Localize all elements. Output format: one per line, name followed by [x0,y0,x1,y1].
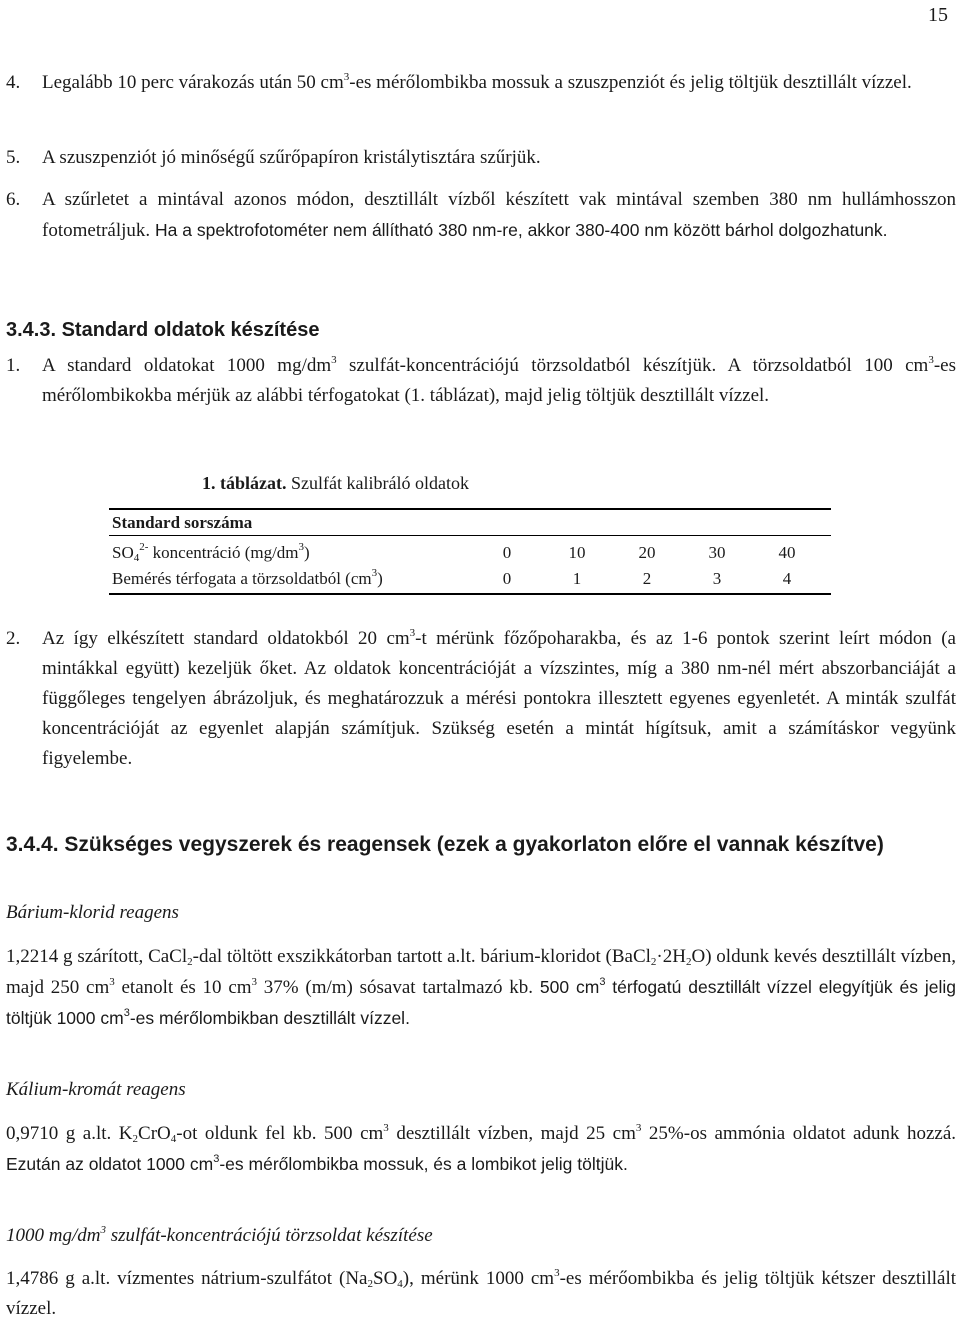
reagent-paragraph-barium-chloride: 1,2214 g szárított, CaCl$_2$-dal töltött exszikkátorban tartott a.lt. bárium-kloridot $(BaCl_2\cdot 2H_2O)$ oldunk kevés desztillált vízben, majd 250 $cm^3$ etanolt és 10 $cm^3$ 37% (m/m) sósavat tartalmazó kb. 500 $cm^3$ térfogatú desztillált vízzel elegyítjük és jelig töltjük 1000 $cm^3-es$ mérőlombikban desztillált vízzel. [6,946,957,1028]
table-cell: 30 [708,543,726,562]
table-caption [202,468,469,498]
table-cell: 20 [638,543,656,562]
step-text: A szűrletet a mintával azonos módon, desztillált vízből készített vak mintával szemben 380 nm hullámhosszon fotometráljuk. [42,189,956,241]
table-cell: 3 [712,569,722,588]
step-4 [6,68,956,98]
step-6 [6,185,956,246]
table-bottom-rule [109,593,831,595]
step-5 [6,143,956,173]
table-cell: 40 [778,543,796,562]
superscript: 3 [928,354,934,366]
table-cell: 0 [502,543,512,562]
superscript: 3 [331,354,337,366]
table-caption-text: Szulfát kalibráló oldatok [286,473,469,493]
page-number: 15 [928,4,948,26]
table-row [112,540,822,566]
table-header: Standard sorszáma [112,513,253,532]
reagent-paragraph-potassium-chromate: 0,9710 g a.lt. $K_2CrO_4-ot$ oldunk fel kb. 500 $cm^3$ desztillált vízben, majd 25 $cm^3$ 25%-os ammónia oldatot adunk hozzá. Ezután az oldatot 1000 $cm^3-es$ mérőlombikba mossuk, és a lombikot jelig töltjük. [6,1122,957,1174]
table-caption-number: 1. táblázat. [202,473,287,493]
step-number: 4. [6,72,21,93]
step-number: 6. [6,189,21,210]
row-label: Bemérés térfogata a törzsoldatból $(cm^3)$ [112,567,383,588]
step-number: 2. [6,628,21,649]
section-heading-344: 3.4.4. Szükséges vegyszerek és reagensek (ezek a gyakorlaton előre el vannak készítve) [6,833,884,856]
table-cell: 2 [642,569,652,588]
table-header-rule [109,535,831,536]
step-text: -es mérőlombikokba mérjük az alábbi térfogatokat (1. táblázat), majd jelig töltjük desztillált vízzel. [42,355,956,406]
step-text: Legalább 10 perc várakozás után 50 cm [42,72,344,93]
step-text: A standard oldatokat 1000 mg/dm [42,355,332,376]
superscript: 3 [409,627,416,639]
step-text: A szuszpenziót jó minőségű szűrőpapíron kristálytisztára szűrjük. [42,147,541,168]
reagent-title-sulfate-stock: 1000 $mg/dm^3$ szulfát-koncentrációjú törzsoldat készítése [6,1224,433,1246]
table-cell: 10 [568,543,586,562]
step-text-note: Ha a spektrofotométer nem állítható 380 nm-re, akkor 380-400 nm között bárhol dolgozhatunk. [150,220,888,240]
reagent-title-barium-chloride: Bárium-klorid reagens [6,902,179,923]
row-label: $SO_4^{2-}$ koncentráció $(mg/dm^3)$ [112,541,310,564]
table-top-rule [109,508,831,510]
table-row [112,566,822,592]
section-heading-343: 3.4.3. Standard oldatok készítése [6,319,320,341]
step-number: 1. [6,355,21,376]
step-number: 5. [6,147,21,168]
table-cell: 1 [572,569,582,588]
calibration-table [112,540,822,592]
reagent-title-potassium-chromate: Kálium-kromát reagens [6,1079,186,1100]
step-text: -es mérőlombikba mossuk a szuszpenziót és jelig töltjük desztillált vízzel. [349,72,912,93]
table-cell: 4 [782,569,792,588]
superscript: 3 [343,71,350,83]
step-1 [6,351,956,411]
step-text: -t mérünk főzőpoharakba, és az 1-6 pontok szerint leírt módon (a mintákkal együtt) kezeljük őket. Az oldatok koncentrációját a vízszintes, míg a 380 nm-nél mért abszorbanciáját a függőleges tengelyen ábrázoljuk, és meghatározzuk a mérési pontokra illesztett egyenes egyenletét. A minták szulfát koncentrációját az egyenlet alapján számítjuk. Szükség esetén a mintát hígítsuk, amit a számításkor vegyünk figyelembe. [42,628,956,769]
step-2 [6,624,956,774]
reagent-paragraph-sulfate-stock: 1,4786 g a.lt. vízmentes nátrium-szulfátot $(Na_2SO_4)$, mérünk 1000 $cm^3-es$ mérőombikba és jelig töltjük kétszer desztillált vízzel. [6,1267,956,1319]
step-text: Az így elkészített standard oldatokból 20 cm [42,628,410,649]
table-cell: 0 [502,569,512,588]
step-text: szulfát-koncentrációjú törzsoldatból készítjük. A törzsoldatból 100 cm [336,355,929,376]
